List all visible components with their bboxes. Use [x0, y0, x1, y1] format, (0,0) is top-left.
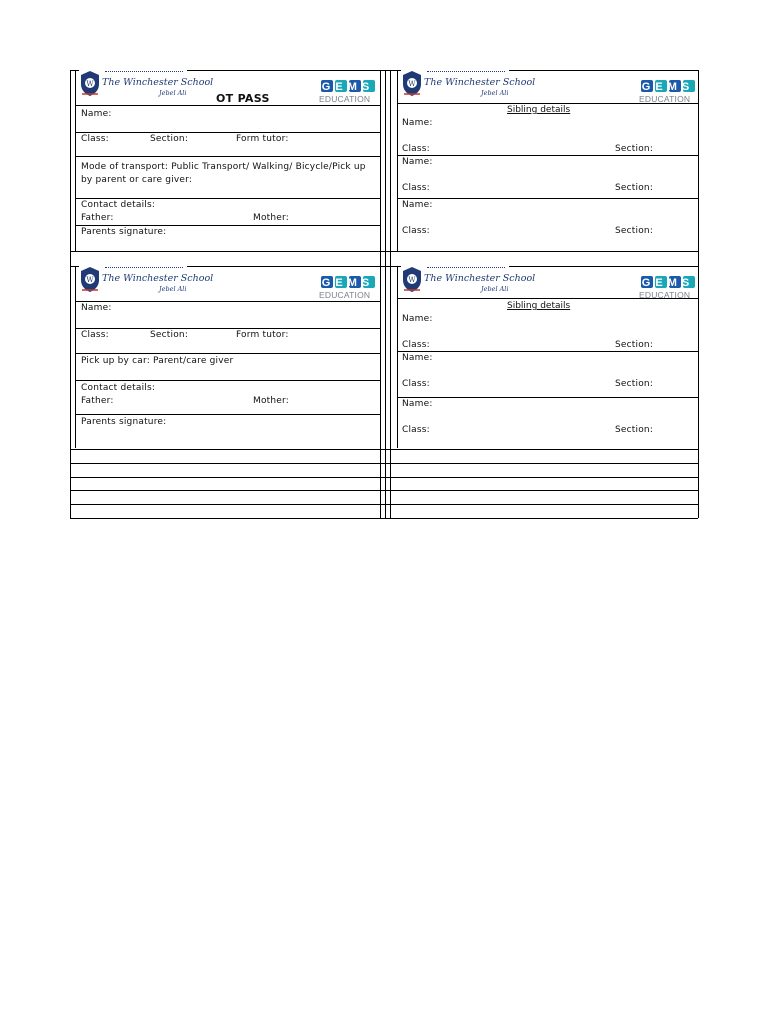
winchester-school-logo — [79, 68, 214, 100]
svg-text:GEMS: GEMS — [641, 81, 695, 93]
grid-line — [70, 70, 71, 518]
gems-education-text: EDUCATION — [639, 290, 691, 300]
gems-mark-icon — [321, 79, 377, 94]
pickup-label: Pick up by car: Parent/care giver — [81, 356, 234, 366]
sibling-name-label: Name: — [402, 118, 433, 128]
name-label: Name: — [81, 303, 112, 313]
sibling-class-label: Class: — [402, 144, 430, 154]
mother-label: Mother: — [253, 396, 290, 406]
class-label: Class: — [81, 330, 109, 340]
father-label: Father: — [81, 396, 114, 406]
school-name: The Winchester School — [102, 77, 214, 88]
grid-line — [385, 70, 386, 518]
grid-line — [70, 490, 698, 491]
name-label: Name: — [81, 109, 112, 119]
decorative-line — [427, 267, 505, 270]
sibling-details-heading: Sibling details — [507, 105, 571, 115]
sibling-section-label: Section: — [615, 183, 654, 193]
form-tutor-label: Form tutor: — [236, 330, 289, 340]
svg-text:W: W — [86, 80, 94, 88]
sibling-details-heading: Sibling details — [507, 301, 571, 311]
sibling-class-label: Class: — [402, 226, 430, 236]
grid-line — [75, 132, 380, 133]
grid-line — [70, 504, 698, 505]
gems-education-logo — [639, 275, 699, 303]
contact-details-label: Contact details: — [81, 383, 156, 393]
sibling-section-label: Section: — [615, 144, 654, 154]
section-label: Section: — [150, 134, 189, 144]
decorative-line — [105, 267, 183, 270]
school-location: Jebel Ali — [159, 285, 187, 293]
crest-icon — [79, 266, 101, 293]
grid-line — [397, 351, 698, 352]
grid-line — [75, 70, 76, 251]
grid-line — [75, 198, 380, 199]
grid-line — [390, 70, 391, 518]
grid-line — [70, 463, 698, 464]
decorative-line — [427, 71, 505, 74]
form-tutor-label: Form tutor: — [236, 134, 289, 144]
crest-icon — [79, 70, 101, 97]
gems-mark-icon — [641, 275, 697, 290]
school-location: Jebel Ali — [481, 285, 509, 293]
gems-education-text: EDUCATION — [319, 290, 371, 300]
school-location: Jebel Ali — [159, 89, 187, 97]
grid-line — [397, 198, 698, 199]
sibling-section-label: Section: — [615, 226, 654, 236]
winchester-school-logo — [401, 68, 536, 100]
decorative-line — [105, 71, 183, 74]
sibling-name-label: Name: — [402, 353, 433, 363]
school-name: The Winchester School — [424, 273, 536, 284]
gems-education-logo — [319, 79, 379, 107]
gems-mark-icon — [641, 79, 697, 94]
gems-mark-icon — [321, 275, 377, 290]
grid-line — [75, 414, 380, 415]
grid-line — [70, 518, 698, 519]
class-label: Class: — [81, 134, 109, 144]
school-location: Jebel Ali — [481, 89, 509, 97]
parents-signature-label: Parents signature: — [81, 417, 167, 427]
sibling-class-label: Class: — [402, 183, 430, 193]
section-label: Section: — [150, 330, 189, 340]
parents-signature-label: Parents signature: — [81, 227, 167, 237]
sibling-name-label: Name: — [402, 157, 433, 167]
gems-education-text: EDUCATION — [319, 94, 371, 104]
svg-text:GEMS: GEMS — [641, 277, 695, 289]
svg-text:W: W — [408, 276, 416, 284]
sibling-name-label: Name: — [402, 399, 433, 409]
sibling-section-label: Section: — [615, 340, 654, 350]
grid-line — [397, 266, 398, 448]
school-name: The Winchester School — [102, 273, 214, 284]
svg-text:GEMS: GEMS — [321, 81, 375, 93]
gems-education-logo — [319, 275, 379, 303]
sibling-class-label: Class: — [402, 379, 430, 389]
sibling-name-label: Name: — [402, 200, 433, 210]
gems-education-logo — [639, 79, 699, 107]
grid-line — [75, 266, 76, 448]
grid-line — [75, 156, 380, 157]
sibling-section-label: Section: — [615, 425, 654, 435]
grid-line — [70, 251, 698, 252]
sibling-class-label: Class: — [402, 340, 430, 350]
grid-line — [397, 155, 698, 156]
crest-icon — [401, 266, 423, 293]
winchester-school-logo — [401, 264, 536, 296]
grid-line — [397, 70, 398, 251]
grid-line — [380, 70, 381, 518]
mother-label: Mother: — [253, 213, 290, 223]
svg-text:W: W — [86, 276, 94, 284]
crest-icon — [401, 70, 423, 97]
grid-line — [75, 353, 380, 354]
grid-line — [70, 449, 698, 450]
school-name: The Winchester School — [424, 77, 536, 88]
transport-label: Mode of transport: Public Transport/ Walking/ Bicycle/Pick up by parent or care giver: — [81, 162, 366, 185]
grid-line — [70, 477, 698, 478]
gems-education-text: EDUCATION — [639, 94, 691, 104]
grid-line — [397, 397, 698, 398]
grid-line — [75, 225, 380, 226]
grid-line — [75, 328, 380, 329]
father-label: Father: — [81, 213, 114, 223]
grid-line — [75, 380, 380, 381]
page-title: OT PASS — [216, 92, 270, 105]
svg-text:W: W — [408, 80, 416, 88]
svg-text:GEMS: GEMS — [321, 277, 375, 289]
sibling-section-label: Section: — [615, 379, 654, 389]
contact-details-label: Contact details: — [81, 200, 156, 210]
winchester-school-logo — [79, 264, 214, 296]
sibling-class-label: Class: — [402, 425, 430, 435]
sibling-name-label: Name: — [402, 314, 433, 324]
